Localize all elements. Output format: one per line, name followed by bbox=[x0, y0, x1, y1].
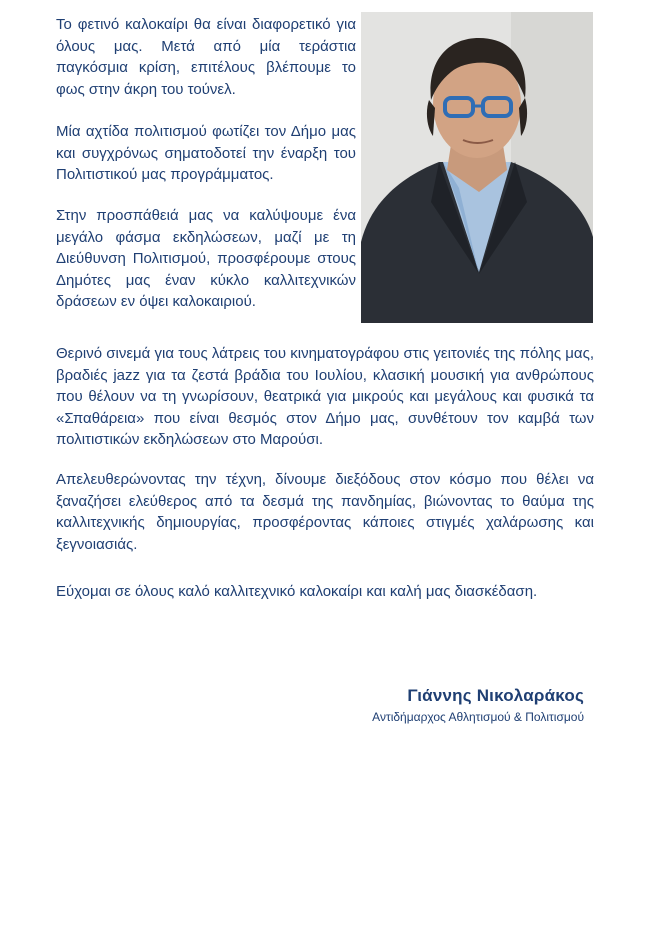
art-paragraph: Απελευθερώνοντας την τέχνη, δίνουμε διεξόδους στον κόσμο που θέλει να ξαναζήσει ελεύθερος από τα δεσμά της πανδημίας, βιώνοντας το θαύμα της καλλιτεχνικής δημιουργίας, προσφέροντας κάποιες στιγμές χαλάρωσης και ξεγνοιασιάς. bbox=[56, 471, 594, 553]
signature-role: Αντιδήμαρχος Αθλητισμού & Πολιτισμού bbox=[372, 710, 584, 724]
signature-name: Γιάννης Νικολαράκος bbox=[407, 686, 584, 705]
program-paragraph: Θερινό σινεμά για τους λάτρεις του κινηματογράφου στις γειτονιές της πόλης μας, βραδιές jazz για τα ζεστά βράδια του Ιουλίου, κλασική μουσική για ανθρώπους που θέλουν να τη γνωρίσουν, θεατρικά για μικρούς και μεγάλους και φυσικά τα «Σπαθάρεια» που είναι θεσμός στον Δήμο μας, συνθέτουν τον καμβά των πολιτιστικών εκδηλώσεων στο Μαρούσι. bbox=[56, 345, 594, 448]
wishes-paragraph: Εύχομαι σε όλους καλό καλλιτεχνικό καλοκαίρι και καλή μας διασκέδαση. bbox=[56, 583, 538, 600]
culture-paragraph: Μία αχτίδα πολιτισμού φωτίζει τον Δήμο μας και συγχρόνως σηματοδοτεί την έναρξη του Πολιτιστικού μας προγράμματος. bbox=[56, 123, 356, 183]
events-paragraph: Στην προσπάθειά μας να καλύψουμε ένα μεγάλο φάσμα εκδηλώσεων, μαζί με τη Διεύθυνση Πολιτισμού, προσφέρουμε στους Δημότες μας έναν κύκλο καλλιτεχνικών δράσεων εν όψει καλοκαιριού. bbox=[56, 207, 356, 310]
portrait-photo bbox=[361, 12, 593, 323]
intro-paragraph: Το φετινό καλοκαίρι θα είναι διαφορετικό για όλους μας. Μετά από μία τεράστια παγκόσμια κρίση, επιτέλους βλέπουμε το φως στην άκρη του τούνελ. bbox=[56, 16, 356, 98]
